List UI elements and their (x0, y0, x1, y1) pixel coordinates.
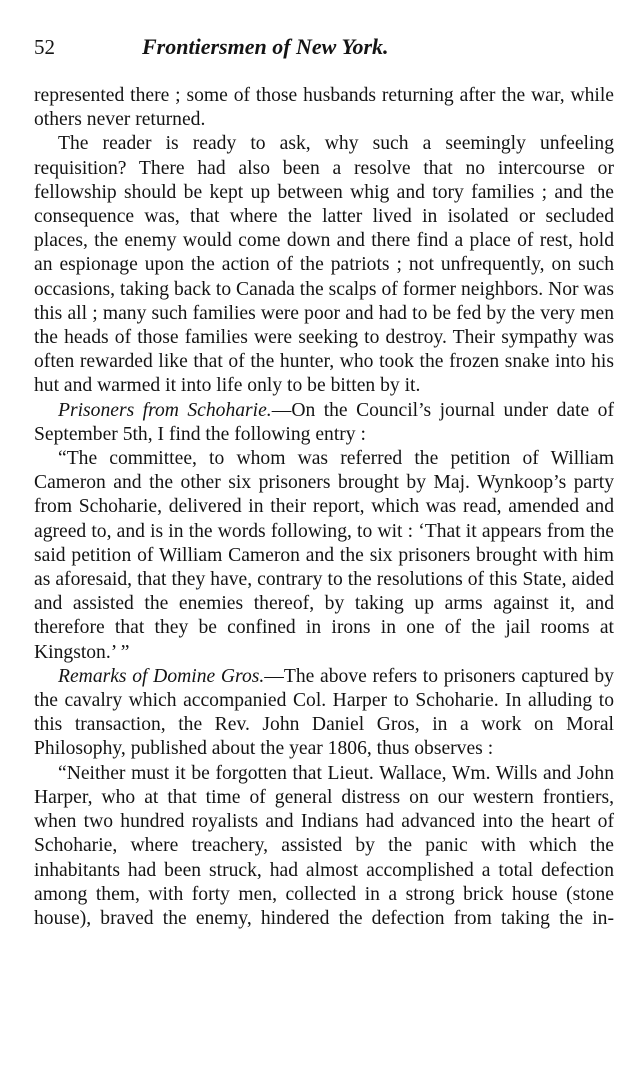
paragraph-council-quote (34, 447, 614, 665)
section-heading: Remarks of Domine Gros. (58, 665, 265, 687)
paragraph-text: represented there ; some of those husbands returning after the war, while others never returned. (34, 85, 614, 131)
paragraph-text: “The committee, to whom was referred the petition of William Cameron and the other six prisoners brought by Maj. Wynkoop’s party from Schoharie, delivered in their report, which was read, amended and agreed to, and is in the words following, to wit : ‘That it appears from the said petition of William Cameron and the six prisoners brought with him as aforesaid, that they have, contrary to the resolutions of this State, aided and assisted the enemies thereof, by taking up arms against it, and therefore that they be confined in irons in one of the jail rooms at Kingston.’ ” (34, 448, 614, 663)
paragraph-requisition (34, 132, 614, 398)
paragraph-text: —On the Council’s journal under date of September 5th, I find the following entry : (34, 399, 614, 445)
body-text (34, 84, 614, 931)
paragraph-domine-gros (34, 665, 614, 762)
section-heading: Prisoners from Schoharie. (58, 399, 272, 421)
paragraph-prisoners (34, 399, 614, 447)
paragraph-text: “Neither must it be forgotten that Lieut. Wallace, Wm. Wills and John Harper, who at that time of general distress on our western frontiers, when two hundred royalists and Indians had advanced into the heart of Schoharie, where treachery, assisted by the panic with which the inhabitants had been struck, had almost accomplished a total defection among them, with forty men, collected in a strong brick house (stone house), braved the enemy, hindered the defection from taking the in- (34, 762, 614, 929)
running-title: Frontiersmen of New York. (142, 34, 389, 59)
paragraph-gros-quote (34, 762, 614, 931)
paragraph-text: —The above refers to prisoners captured by the cavalry which accompanied Col. Harper to Schoharie. In alluding to this transaction, the Rev. John Daniel Gros, in a work on Moral Philosophy, published about the year 1806, thus observes : (34, 665, 614, 760)
paragraph-text: The reader is ready to ask, why such a seemingly unfeeling requisition? There had also been a resolve that no intercourse or fellowship should be kept up between whig and tory families ; and the consequence was, that where the latter lived in isolated or secluded places, the enemy would come down and there find a place of rest, hold an espionage upon the action of the patriots ; not unfrequently, on such occasions, taking back to Canada the scalps of former neighbors. Nor was this all ; many such families were poor and had to be fed by the very men the heads of those families were seeking to destroy. Their sympathy was often rewarded like that of the hunter, who took the frozen snake into his hut and warmed it into life only to be bitten by it. (34, 133, 614, 397)
paragraph-continuation (34, 84, 614, 132)
page-number: 52 (34, 35, 55, 59)
page-header (34, 34, 614, 70)
